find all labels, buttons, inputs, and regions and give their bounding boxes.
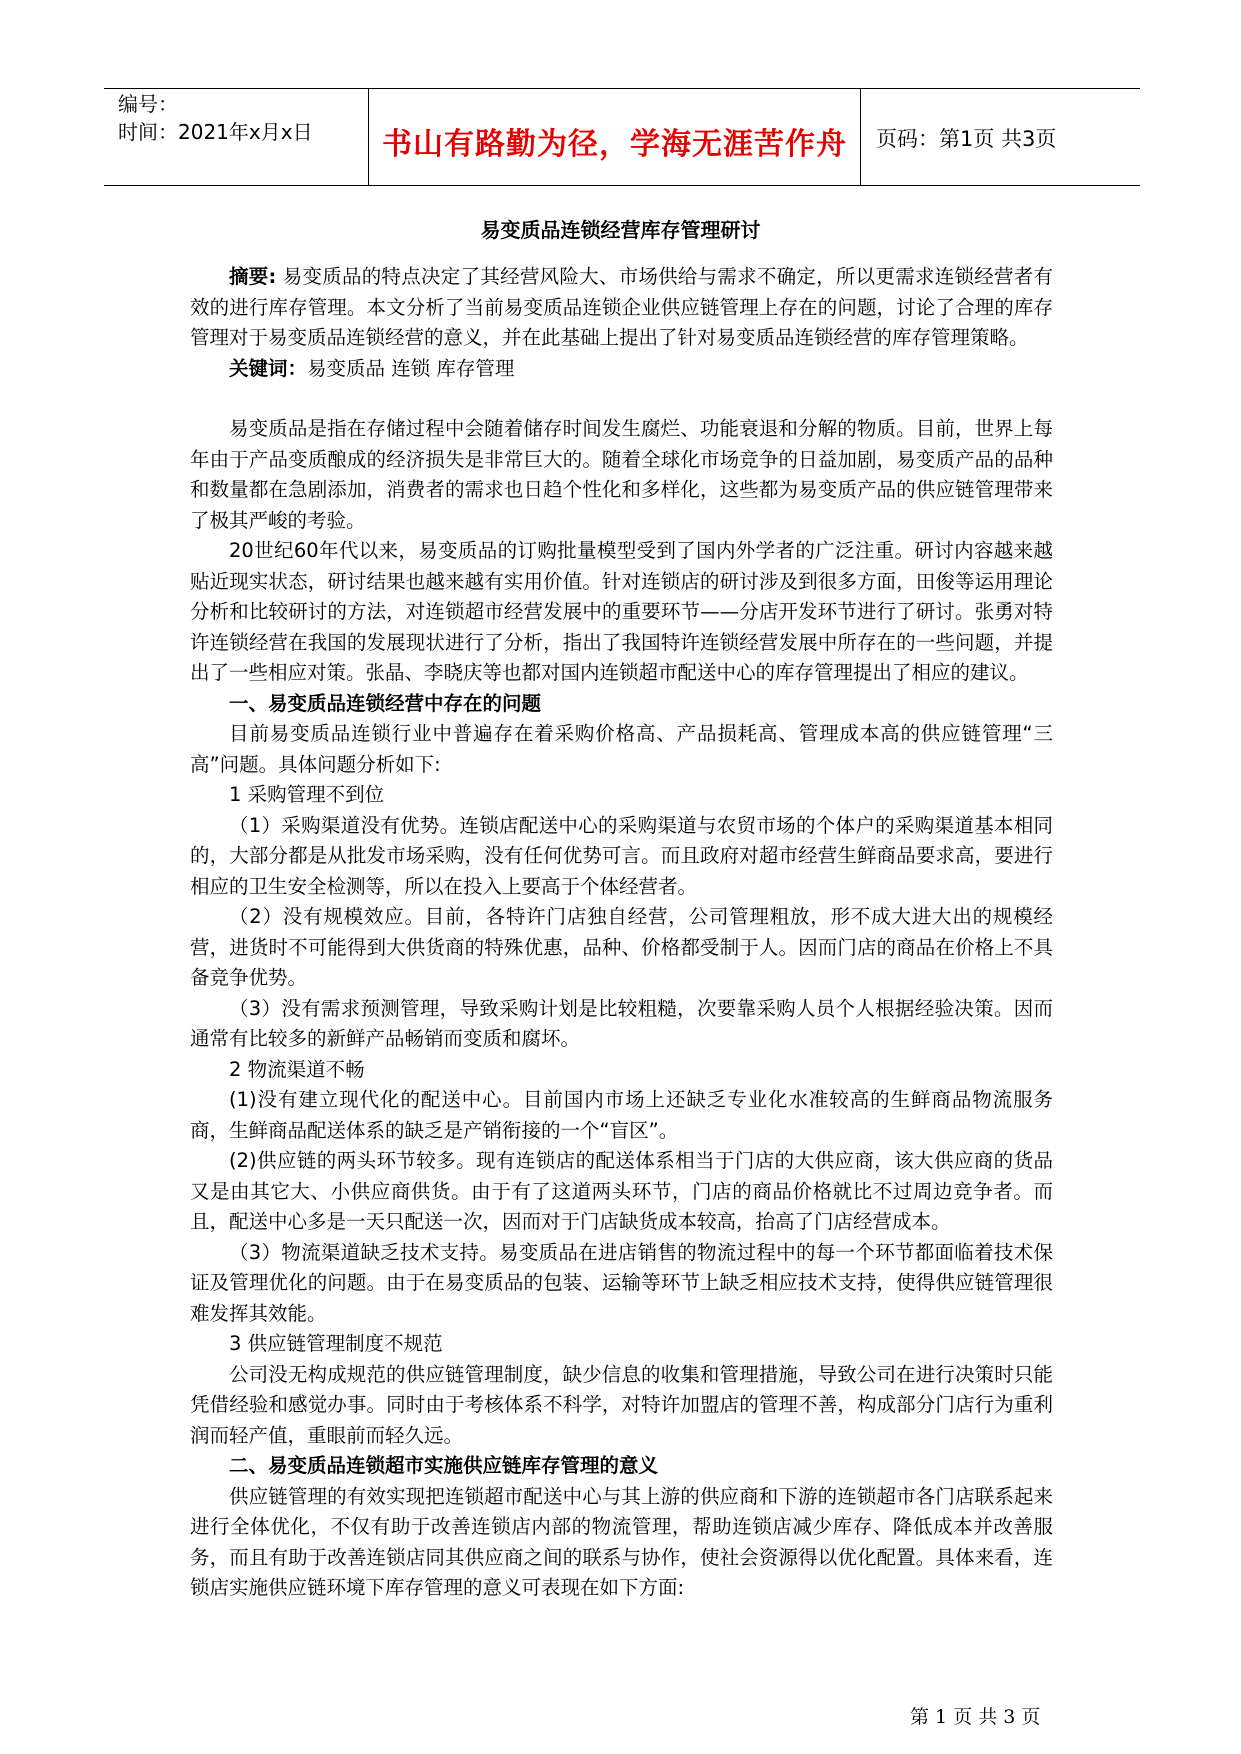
- subsection-heading: 1 采购管理不到位: [229, 783, 385, 806]
- list-item: （2）没有规模效应。目前，各特许门店独自经营，公司管理粗放，形不成大进大出的规模经营，进货时不可能得到大供货商的特殊优惠，品种、价格都受制于人。因而门店的商品在价格上不具备竞争优势。: [190, 905, 1053, 989]
- motto-text: 书山有路勤为径，学海无涯苦作舟: [382, 127, 847, 162]
- list-item: （3）没有需求预测管理，导致采购计划是比较粗糙，次要靠采购人员个人根据经验决策。因而通常有比较多的新鲜产品畅销而变质和腐坏。: [190, 996, 1053, 1050]
- subsection-heading: 3 供应链管理制度不规范: [229, 1332, 443, 1355]
- number-label: 编号：: [118, 92, 178, 116]
- body-paragraph: 20世纪60年代以来，易变质品的订购批量模型受到了国内外学者的广泛注重。研讨内容越来越贴近现实状态，研讨结果也越来越有实用价值。针对连锁店的研讨涉及到很多方面，田俊等运用理论分析和比较研讨的方法，对连锁超市经营发展中的重要环节——分店开发环节进行了研讨。张勇对特许连锁经营在我国的发展现状进行了分析，指出了我国特许连锁经营发展中所存在的一些问题，并提出了一些相应对策。张晶、李晓庆等也都对国内连锁超市配送中心的库存管理提出了相应的建议。: [190, 539, 1053, 684]
- abstract-text: 易变质品的特点决定了其经营风险大、市场供给与需求不确定，所以更需求连锁经营者有效的进行库存管理。本文分析了当前易变质品连锁企业供应链管理上存在的问题，讨论了合理的库存管理对于易变质品连锁经营的意义，并在此基础上提出了针对易变质品连锁经营的库存管理策略。: [190, 265, 1053, 349]
- page-footer: 第 1 页 共 3 页: [910, 1706, 1041, 1728]
- body-paragraph: 供应链管理的有效实现把连锁超市配送中心与其上游的供应商和下游的连锁超市各门店联系起来进行全体优化，不仅有助于改善连锁店内部的物流管理，帮助连锁店减少库存、降低成本并改善服务，而且有助于改善连锁店同其供应商之间的联系与协作，使社会资源得以优化配置。具体来看，连锁店实施供应链环境下库存管理的意义可表现在如下方面:: [190, 1484, 1053, 1599]
- subsection-heading: 2 物流渠道不畅: [229, 1057, 365, 1081]
- time-label: 时间：2021年x月x日: [118, 120, 313, 144]
- list-item: （1）采购渠道没有优势。连锁店配送中心的采购渠道与农贸市场的个体户的采购渠道基本相同的，大部分都是从批发市场采购，没有任何优势可言。而且政府对超市经营生鲜商品要求高，要进行相应的卫生安全检测等，所以在投入上要高于个体经营者。: [190, 813, 1053, 898]
- header-meta-cell: [104, 89, 368, 185]
- list-item: (1)没有建立现代化的配送中心。目前国内市场上还缺乏专业化水准较高的生鲜商品物流服务商，生鲜商品配送体系的缺乏是产销衔接的一个“盲区”。: [190, 1088, 1053, 1142]
- keywords-paragraph: [190, 354, 1053, 385]
- abstract-label: 摘要:: [229, 265, 277, 288]
- section-heading: 二、易变质品连锁超市实施供应链库存管理的意义: [229, 1454, 659, 1477]
- body-paragraph: 公司没无构成规范的供应链管理制度，缺少信息的收集和管理措施，导致公司在进行决策时只能凭借经验和感觉办事。同时由于考核体系不科学，对特许加盟店的管理不善，构成部分门店行为重利润而轻产值，重眼前而轻久远。: [190, 1362, 1053, 1447]
- list-item: (2)供应链的两头环节较多。现有连锁店的配送体系相当于门店的大供应商，该大供应商的货品又是由其它大、小供应商供货。由于有了这道两头环节，门店的商品价格就比不过周边竞争者。而且，配送中心多是一天只配送一次，因而对于门店缺货成本较高，抬高了门店经营成本。: [190, 1149, 1053, 1233]
- document-body: [190, 262, 1053, 1604]
- page-number-label: 页码：第1页 共3页: [876, 127, 1057, 151]
- spacer: [190, 384, 1053, 414]
- header-motto-cell: [368, 89, 861, 185]
- keywords-text: 易变质品 连锁 库存管理: [307, 356, 515, 380]
- header-page-cell: [860, 89, 1140, 185]
- document-title: 易变质品连锁经营库存管理研讨: [480, 218, 761, 242]
- abstract-paragraph: [190, 262, 1053, 354]
- list-item: （3）物流渠道缺乏技术支持。易变质品在进店销售的物流过程中的每一个环节都面临着技术保证及管理优化的问题。由于在易变质品的包装、运输等环节上缺乏相应技术支持，使得供应链管理很难发挥其效能。: [190, 1240, 1053, 1325]
- document-header: [104, 88, 1140, 186]
- body-paragraph: 易变质品是指在存储过程中会随着储存时间发生腐烂、功能衰退和分解的物质。目前，世界上每年由于产品变质酿成的经济损失是非常巨大的。随着全球化市场竞争的日益加剧，易变质产品的品种和数量都在急剧添加，消费者的需求也日趋个性化和多样化，这些都为易变质产品的供应链管理带来了极其严峻的考验。: [190, 417, 1053, 532]
- body-paragraph: 目前易变质品连锁行业中普遍存在着采购价格高、产品损耗高、管理成本高的供应链管理“三高”问题。具体问题分析如下:: [190, 722, 1053, 776]
- keywords-label: 关键词：: [229, 356, 308, 380]
- section-heading: 一、易变质品连锁经营中存在的问题: [229, 691, 542, 715]
